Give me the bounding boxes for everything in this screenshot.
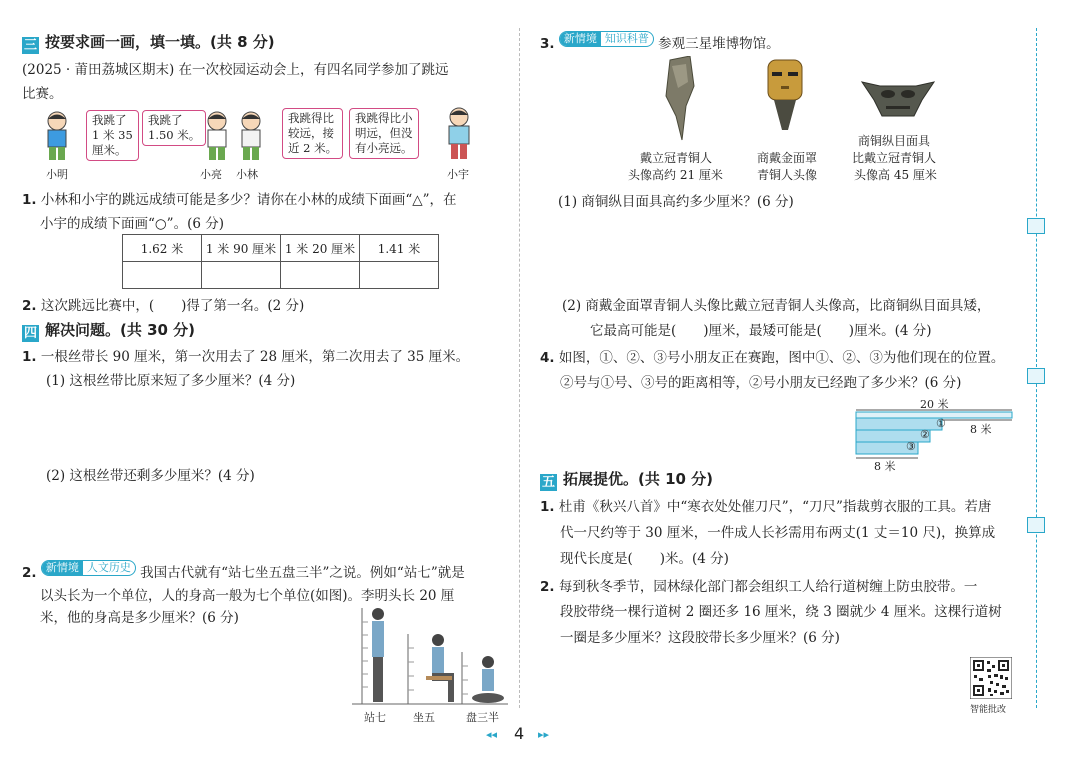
question-text: 一根丝带长 90 厘米，第一次用去了 28 厘米，第二次用去了 35 厘米。 <box>40 349 470 365</box>
section-title: 按要求画一画，填一填。(共 8 分) <box>45 33 275 51</box>
answer-cell[interactable] <box>123 262 202 289</box>
question-text: 这次跳远比赛中，( )得了第一名。(2 分) <box>40 298 305 314</box>
section-badge: 四 <box>23 326 37 341</box>
table-cell: 1 米 20 厘米 <box>281 235 360 262</box>
question-text: 如图，①、②、③号小朋友正在赛跑，图中①、②、③为他们现在的位置。 <box>558 350 1005 366</box>
question-2 <box>22 294 304 314</box>
gold-mask-head-artifact <box>762 58 808 132</box>
question-1 <box>22 188 457 208</box>
column-divider <box>519 28 520 708</box>
posture-label: 坐五 <box>413 711 435 724</box>
kid-illustration <box>234 110 268 162</box>
question-text: 米，他的身高是多少厘米？(6 分) <box>40 610 239 626</box>
question-text: 杜甫《秋兴八首》中“寒衣处处催刀尺”，“刀尺”指裁剪衣服的工具。若唐 <box>558 499 992 515</box>
question-number: 4. <box>540 350 555 366</box>
question-text: 我国古代就有“站七坐五盘三半”之说。例如“站七”就是 <box>140 565 465 581</box>
problem-2 <box>22 560 465 581</box>
posture-figure <box>350 604 510 708</box>
bronze-head-artifact <box>656 56 700 142</box>
question-number: 1. <box>540 499 555 515</box>
question-text: 一圈是多少厘米？这段胶带长多少厘米？(6 分) <box>560 630 840 646</box>
artifact-caption: 头像高 45 厘米 <box>854 168 937 182</box>
page-number: 4 <box>514 724 525 743</box>
context-tag <box>41 560 136 576</box>
figure-label: ③ <box>906 440 916 453</box>
kid-illustration <box>40 110 74 162</box>
tag-label: 新情境 <box>560 32 601 46</box>
question-text: 小宇的成绩下面画“○”。(6 分) <box>40 216 224 232</box>
kid-name: 小明 <box>46 168 68 181</box>
section-5-heading <box>540 468 713 491</box>
question-text: 每到秋冬季节，园林绿化部门都会组织工人给行道树缠上防虫胶带。一 <box>558 579 978 595</box>
intro-text: 比赛。 <box>22 86 63 102</box>
sub-question: (1) 这根丝带比原来短了多少厘米？(4 分) <box>46 373 296 389</box>
kid-illustration <box>200 110 234 162</box>
question-4 <box>540 346 1004 366</box>
speech-bubble: 我跳了 1.50 米。 <box>142 110 206 146</box>
context-tag <box>559 31 654 47</box>
answer-cell[interactable] <box>281 262 360 289</box>
section-badge: 三 <box>23 38 37 53</box>
question-number: 1. <box>22 192 37 208</box>
side-tab <box>1027 517 1045 533</box>
question-text: 小林和小宇的跳远成绩可能是多少？请你在小林的成绩下面画“△”，在 <box>40 192 457 208</box>
posture-label: 盘三半 <box>466 711 499 724</box>
answer-cell[interactable] <box>360 262 439 289</box>
speech-bubble: 我跳了 1 米 35 厘米。 <box>86 110 139 161</box>
tag-label: 人文历史 <box>86 561 131 574</box>
question-text: 现代长度是( )米。(4 分) <box>560 551 729 567</box>
question-text: 段胶带绕一棵行道树 2 圈还多 16 厘米，绕 3 圈就少 4 厘米。这棵行道树 <box>560 604 1002 620</box>
kid-illustration <box>442 106 476 162</box>
figure-label: 8 米 <box>970 423 992 436</box>
question-text: ②号与①号、③号的距离相等，②号小朋友已经跑了多少米？(6 分) <box>560 375 962 391</box>
kid-name: 小宇 <box>447 168 469 181</box>
side-tab <box>1027 368 1045 384</box>
figure-label: ② <box>920 428 930 441</box>
table-cell: 1.41 米 <box>360 235 439 262</box>
figure-label: 20 米 <box>920 398 949 411</box>
prev-arrow-icon: ◂◂ <box>486 728 498 741</box>
artifact-caption: 商铜纵目面具 <box>858 134 931 148</box>
posture-label: 站七 <box>364 711 386 724</box>
sub-question: (1) 商铜纵目面具高约多少厘米？(6 分) <box>558 194 794 210</box>
extension-2 <box>540 575 977 595</box>
qr-label: 智能批改 <box>970 705 1007 715</box>
sub-question: 它最高可能是( )厘米，最矮可能是( )厘米。(4 分) <box>590 323 932 339</box>
kid-name: 小林 <box>236 168 258 181</box>
question-number: 1. <box>22 349 37 365</box>
sub-question: (2) 这根丝带还剩多少厘米？(4 分) <box>46 468 255 484</box>
question-text: 以头长为一个单位，人的身高一般为七个单位(如图)。李明头长 20 厘 <box>40 588 455 604</box>
question-number: 2. <box>22 298 37 314</box>
speech-bubble: 我跳得比小 明远，但没 有小亮远。 <box>349 108 419 159</box>
section-title: 拓展提优。(共 10 分) <box>563 470 714 488</box>
artifact-caption: 头像高约 21 厘米 <box>628 168 723 182</box>
table-cell: 1.62 米 <box>123 235 202 262</box>
side-tab <box>1027 218 1045 234</box>
question-text: 参观三星堆博物馆。 <box>658 36 780 52</box>
section-4-heading <box>22 319 195 342</box>
next-arrow-icon: ▸▸ <box>538 728 550 741</box>
question-number: 2. <box>22 565 37 581</box>
tag-label: 知识科普 <box>604 32 649 45</box>
bronze-mask-artifact <box>860 70 936 120</box>
qr-code[interactable] <box>970 657 1012 699</box>
question-number: 2. <box>540 579 555 595</box>
artifact-caption: 比戴立冠青铜人 <box>852 151 937 165</box>
section-3-heading <box>22 31 275 54</box>
question-text: 代一尺约等于 30 厘米，一件成人长衫需用布两丈(1 丈＝10 尺)，换算成 <box>560 525 996 541</box>
artifact-caption: 戴立冠青铜人 <box>640 151 713 165</box>
figure-label: ① <box>936 417 946 430</box>
artifact-caption: 商戴金面罩 <box>757 151 818 165</box>
question-3 <box>540 31 780 52</box>
answer-cell[interactable] <box>202 262 281 289</box>
intro-text: (2025 · 莆田荔城区期末) 在一次校园运动会上，有四名同学参加了跳远 <box>22 62 449 78</box>
section-title: 解决问题。(共 30 分) <box>45 321 196 339</box>
sub-question: (2) 商戴金面罩青铜人头像比戴立冠青铜人头像高，比商铜纵目面具矮， <box>562 298 991 314</box>
section-badge: 五 <box>541 475 555 490</box>
table-cell: 1 米 90 厘米 <box>202 235 281 262</box>
problem-1 <box>22 345 469 365</box>
extension-1 <box>540 495 991 515</box>
question-number: 3. <box>540 36 555 52</box>
speech-bubble: 我跳得比 较远，接 近 2 米。 <box>282 108 343 159</box>
figure-label: 8 米 <box>874 460 896 473</box>
jump-results-table <box>122 234 439 289</box>
artifact-caption: 青铜人头像 <box>757 168 818 182</box>
kid-name: 小亮 <box>200 168 222 181</box>
tag-label: 新情境 <box>42 561 83 575</box>
